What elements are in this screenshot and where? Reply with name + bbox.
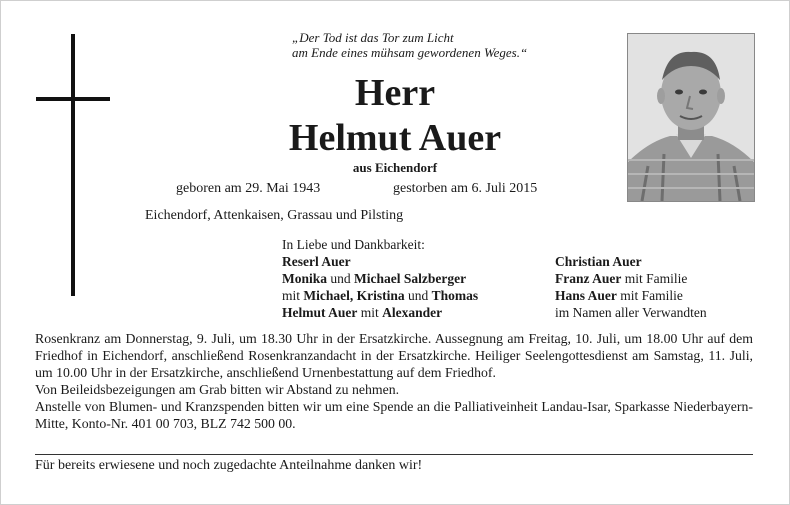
mourner-connector: und [327, 271, 355, 286]
mourner-connector: mit [282, 288, 304, 303]
portrait-image [628, 34, 754, 201]
mourner-connector: mit Familie [621, 271, 688, 286]
condolence-paragraph: Von Beileidsbezeigungen am Grab bitten wir Abstand zu nehmen. [35, 382, 400, 397]
mourner-row [282, 287, 478, 304]
title-salutation: Herr [354, 72, 436, 114]
origin-line: aus Eichendorf [352, 160, 438, 175]
mourner-name: Hans Auer [555, 288, 617, 303]
mourner-name: Franz Auer [555, 271, 622, 286]
mourner-name: Christian Auer [555, 254, 642, 269]
mourners-intro: In Liebe und Dankbarkeit: [282, 237, 425, 252]
mourner-row [555, 304, 707, 321]
portrait-photo [627, 33, 755, 202]
places-line: Eichendorf, Attenkaisen, Grassau und Pilsting [145, 208, 404, 223]
mourners-left-column [282, 236, 478, 321]
service-paragraph: Rosenkranz am Donnerstag, 9. Juli, um 18.30 Uhr in der Ersatzkirche. Aussegnung am Freitag, 10. Juli, um 18.00 Uhr auf dem Friedhof in Eichendorf, anschließend Rosenkranzandacht in der Ersatzkirche. Heiliger Seelengottesdienst am Samstag, 11. Juli, um 10.00 Uhr in der Ersatzkirche, anschließend Urnenbestattung auf dem Friedhof. [35, 331, 753, 380]
thanks-line: Für bereits erwiesene und noch zugedachte Anteilnahme danken wir! [35, 458, 423, 473]
divider-line [35, 454, 753, 455]
mourner-row [282, 304, 478, 321]
donation-paragraph: Anstelle von Blumen- und Kranzspenden bitten wir um eine Spende an die Palliativeinheit Landau-Isar, Sparkasse Niederbayern-Mitte, Konto-Nr. 401 00 703, BLZ 742 500 00. [35, 399, 753, 431]
mourner-row [555, 270, 707, 287]
mourner-name: Thomas [431, 288, 479, 303]
birth-date: geboren am 29. Mai 1943 [176, 181, 321, 196]
mourner-name: Reserl Auer [282, 254, 351, 269]
quote-line-2: am Ende eines mühsam gewordenen Weges.“ [292, 45, 528, 60]
mourners-right-column [555, 253, 707, 321]
epitaph-quote [292, 30, 527, 60]
mourner-row [555, 253, 707, 270]
deceased-name: Helmut Auer [288, 117, 502, 159]
mourner-row [282, 270, 478, 287]
service-details [35, 330, 753, 432]
mourner-connector: und [404, 288, 432, 303]
mourner-name: Alexander [382, 305, 443, 320]
mourner-connector: mit [357, 305, 383, 320]
mourner-name: Michael, Kristina [303, 288, 405, 303]
mourner-connector: mit Familie [616, 288, 683, 303]
mourner-name: Helmut Auer [282, 305, 358, 320]
death-date: gestorben am 6. Juli 2015 [393, 181, 538, 196]
mourner-row [282, 253, 478, 270]
mourner-row [555, 287, 707, 304]
mourner-connector: im Namen aller Verwandten [555, 305, 707, 320]
quote-line-1: „Der Tod ist das Tor zum Licht [292, 30, 454, 45]
mourner-name: Michael Salzberger [354, 271, 467, 286]
mourner-name: Monika [282, 271, 328, 286]
